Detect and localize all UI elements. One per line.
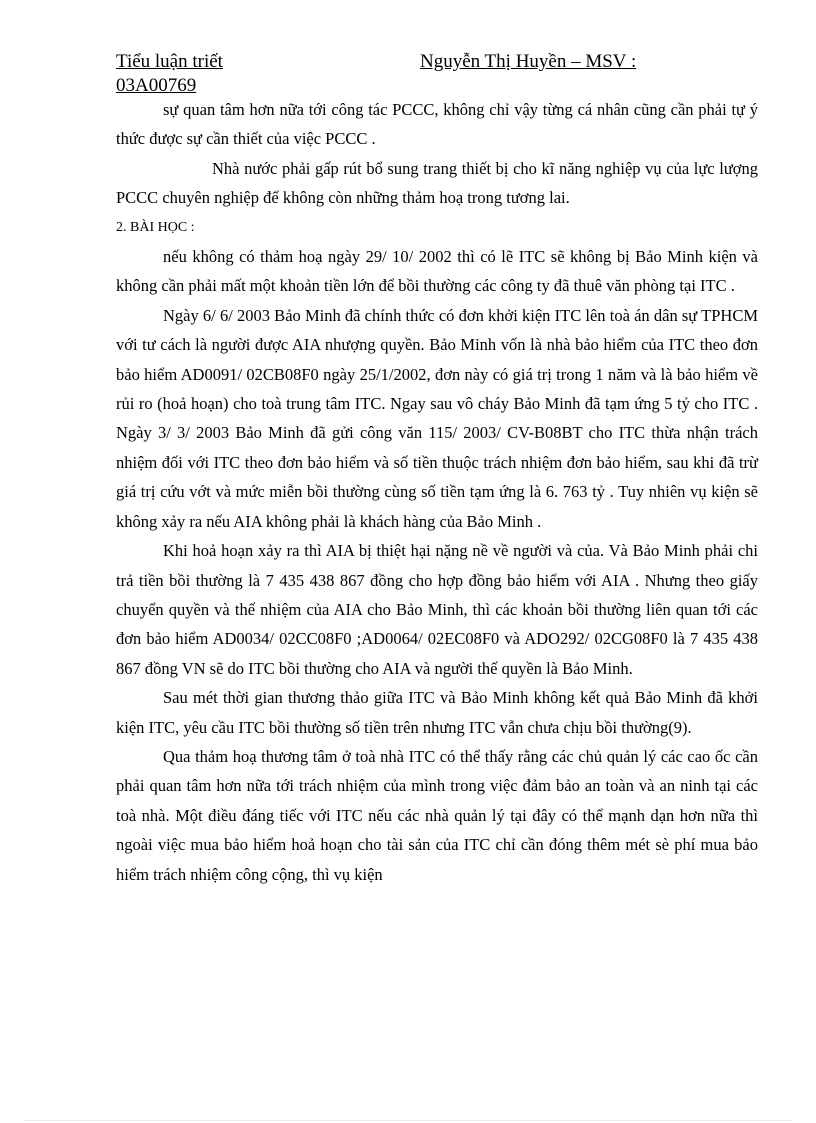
paragraph: Khi hoả hoạn xảy ra thì AIA bị thiệt hại nặng nề về người và của. Và Bảo Minh phải chi trả tiền bồi thường là 7 435 438 867 đồng cho hợp đồng bảo hiểm với AIA . Nhưng theo giấy chuyển quyền và thế nhiệm của AIA cho Bảo Minh, thì các khoản bồi thường liên quan tới các đơn bảo hiểm AD0034/ 02CC08F0 ;AD0064/ 02EC08F0 và ADO292/ 02CG08F0 là 7 435 438 867 đồng VN sẽ do ITC bồi thường cho AIA và người thế quyền là Bảo Minh. <box>116 541 758 678</box>
section-heading: 2. BÀI HỌC : <box>116 219 195 235</box>
paragraph: nếu không có thảm hoạ ngày 29/ 10/ 2002 thì có lẽ ITC sẽ không bị Bảo Minh kiện và không cần phải mất một khoản tiền lớn để bồi thường các công ty đã thuê văn phòng tại ITC . <box>116 247 758 296</box>
paragraph: Nhà nước phải gấp rút bổ sung trang thiết bị cho kĩ năng nghiệp vụ của lực lượng PCCC chuyên nghiệp để không còn những thảm hoạ trong tương lai. <box>116 158 758 208</box>
header-row <box>116 50 696 74</box>
paragraph: Ngày 6/ 6/ 2003 Bảo Minh đã chính thức có đơn khởi kiện ITC lên toà án dân sự TPHCM với tư cách là người được AIA nhượng quyền. Bảo Minh vốn là nhà bảo hiểm của ITC theo đơn bảo hiểm AD0091/ 02CB08F0 ngày 25/1/2002, đơn này có giá trị trong 1 năm và là bảo hiểm về rủi ro (hoả hoạn) cho toà trung tâm ITC. Ngay sau vô cháy Bảo Minh đã tạm ứng 5 tỷ cho ITC . Ngày 3/ 3/ 2003 Bảo Minh đã gửi công văn 115/ 2003/ CV-B08BT cho ITC thừa nhận trách nhiệm đối với ITC theo đơn bảo hiểm và số tiền thuộc trách nhiệm đơn bảo hiểm, sau khi đã trừ giá trị cứu vớt và mức miễn bồi thường cùng số tiền tạm ứng là 6. 763 tỷ . Tuy nhiên vụ kiện sẽ không xảy ra nếu AIA không phải là khách hàng của Bảo Minh . <box>116 305 758 531</box>
page-bottom-divider <box>25 1120 791 1121</box>
header-author: Nguyễn Thị Huyền – MSV : <box>420 51 637 72</box>
paragraph: Qua thảm hoạ thương tâm ở toà nhà ITC có thể thấy rằng các chủ quản lý các cao ốc cần phải quan tâm hơn nữa tới trách nhiệm của mình trong việc đảm bảo an toàn và an ninh tại các toà nhà. Một điều đáng tiếc với ITC nếu các nhà quản lý tại đây có thể mạnh dạn hơn nữa thì ngoài việc mua bảo hiểm hoả hoạn cho tài sản của ITC chỉ cần đóng thêm mét sè phí mua bảo hiểm trách nhiệm công cộng, thì vụ kiện <box>116 746 758 884</box>
header-document-title: Tiểu luận triết <box>116 51 223 72</box>
page-header <box>116 50 696 98</box>
paragraph: Sau mét thời gian thương thảo giữa ITC và Bảo Minh không kết quả Bảo Minh đã khởi kiện ITC, yêu cầu ITC bồi thường số tiền trên nhưng ITC vẫn chưa chịu bồi thường(9). <box>116 688 758 737</box>
header-student-id: 03A00769 <box>116 75 197 96</box>
document-body <box>116 95 758 889</box>
paragraph: sự quan tâm hơn nữa tới công tác PCCC, không chỉ vậy từng cá nhân cũng cần phải tự ý thức được sự cần thiết của việc PCCC . <box>116 100 758 149</box>
